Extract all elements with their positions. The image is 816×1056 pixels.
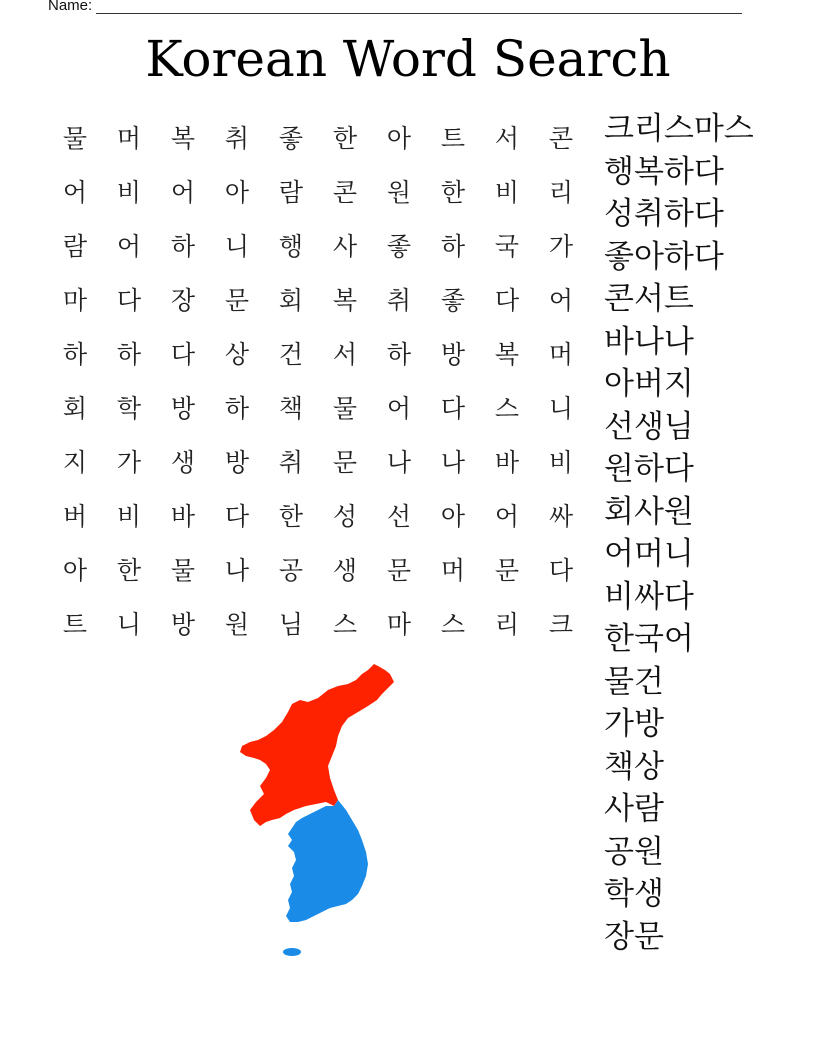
grid-cell[interactable]: 어	[548, 286, 574, 315]
word-list-item: 비싸다	[604, 578, 694, 615]
grid-cell[interactable]: 바	[494, 448, 520, 477]
grid-cell[interactable]: 하	[116, 340, 142, 369]
grid-cell[interactable]: 스	[332, 610, 358, 639]
jeju-island-shape	[283, 948, 301, 956]
page-title: Korean Word Search	[145, 30, 671, 88]
grid-cell[interactable]: 공	[278, 556, 304, 585]
word-list-item: 장문	[604, 918, 664, 955]
grid-cell[interactable]: 머	[548, 340, 574, 369]
grid-cell[interactable]: 아	[386, 124, 412, 153]
grid-row	[48, 434, 588, 488]
grid-row	[48, 272, 588, 326]
grid-row	[48, 164, 588, 218]
grid-cell[interactable]: 상	[224, 340, 250, 369]
grid-cell[interactable]: 방	[224, 448, 250, 477]
grid-cell[interactable]: 나	[386, 448, 412, 477]
grid-cell[interactable]: 좋	[278, 124, 304, 153]
grid-cell[interactable]: 어	[116, 232, 142, 261]
grid-cell[interactable]: 콘	[332, 178, 358, 207]
grid-cell[interactable]: 다	[494, 286, 520, 315]
word-list-item: 행복하다	[604, 153, 724, 190]
word-list-item: 회사원	[604, 493, 694, 530]
word-list-item: 콘서트	[604, 281, 694, 317]
word-list-item: 학생	[604, 876, 664, 912]
letter-grid	[48, 110, 588, 650]
grid-row	[48, 110, 588, 164]
grid-cell[interactable]: 비	[548, 448, 574, 477]
grid-cell[interactable]: 버	[62, 502, 88, 531]
grid-cell[interactable]: 취	[386, 286, 412, 315]
grid-cell[interactable]: 아	[440, 502, 466, 531]
grid-cell[interactable]: 다	[548, 556, 574, 585]
grid-cell[interactable]: 다	[224, 502, 250, 531]
grid-cell[interactable]: 한	[332, 124, 358, 153]
word-list-item: 선생님	[604, 408, 694, 445]
grid-cell[interactable]: 니	[116, 610, 142, 639]
grid-cell[interactable]: 문	[224, 286, 250, 315]
grid-cell[interactable]: 스	[494, 394, 520, 423]
name-blank[interactable]	[96, 0, 742, 14]
grid-cell[interactable]: 서	[494, 124, 520, 153]
grid-cell[interactable]: 리	[548, 178, 574, 207]
grid-cell[interactable]: 한	[116, 556, 142, 585]
grid-cell[interactable]: 취	[224, 124, 250, 153]
name-label: Name:	[48, 0, 93, 14]
grid-cell[interactable]: 어	[170, 178, 196, 207]
grid-cell[interactable]: 비	[116, 502, 142, 531]
grid-row	[48, 542, 588, 596]
grid-cell[interactable]: 가	[116, 448, 142, 477]
grid-cell[interactable]: 지	[62, 448, 88, 477]
grid-cell[interactable]: 방	[170, 394, 196, 423]
grid-cell[interactable]: 바	[170, 502, 196, 531]
grid-cell[interactable]: 스	[440, 610, 466, 639]
grid-cell[interactable]: 장	[170, 286, 196, 315]
grid-cell[interactable]: 나	[440, 448, 466, 477]
word-list-item: 공원	[604, 833, 664, 870]
grid-row	[48, 380, 588, 434]
grid-cell[interactable]: 하	[386, 340, 412, 369]
grid-cell[interactable]: 어	[62, 178, 88, 207]
word-list	[604, 108, 754, 958]
grid-cell[interactable]: 람	[278, 178, 304, 207]
grid-cell[interactable]: 원	[386, 178, 412, 207]
word-list-item: 사람	[604, 791, 664, 827]
grid-cell[interactable]: 다	[440, 394, 466, 423]
grid-cell[interactable]: 물	[170, 556, 196, 585]
grid-cell[interactable]: 어	[386, 394, 412, 423]
grid-cell[interactable]: 트	[440, 124, 466, 153]
word-list-item: 가방	[604, 706, 664, 742]
grid-row	[48, 218, 588, 272]
grid-cell[interactable]: 생	[332, 556, 358, 585]
grid-cell[interactable]: 방	[440, 340, 466, 369]
word-list-item: 한국어	[604, 621, 694, 657]
grid-cell[interactable]: 복	[332, 286, 358, 315]
grid-cell[interactable]: 하	[440, 232, 466, 261]
word-list-item: 물건	[604, 663, 664, 700]
name-line	[48, 0, 748, 14]
grid-cell[interactable]: 가	[548, 232, 574, 261]
grid-row	[48, 488, 588, 542]
grid-cell[interactable]: 다	[170, 340, 196, 369]
grid-cell[interactable]: 마	[386, 610, 412, 639]
word-list-item: 좋아하다	[604, 238, 724, 275]
grid-row	[48, 326, 588, 380]
grid-cell[interactable]: 생	[170, 448, 196, 477]
grid-cell[interactable]: 책	[278, 394, 304, 423]
grid-cell[interactable]: 원	[224, 610, 250, 639]
grid-cell[interactable]: 싸	[548, 502, 574, 531]
word-list-item: 어머니	[604, 536, 694, 572]
grid-cell[interactable]: 하	[170, 232, 196, 261]
grid-cell[interactable]: 하	[224, 394, 250, 423]
grid-cell[interactable]: 취	[278, 448, 304, 477]
grid-cell[interactable]: 님	[278, 610, 304, 639]
grid-cell[interactable]: 한	[278, 502, 304, 531]
grid-cell[interactable]: 회	[62, 394, 88, 423]
grid-cell[interactable]: 물	[62, 124, 88, 153]
grid-cell[interactable]: 마	[62, 286, 88, 315]
grid-cell[interactable]: 어	[494, 502, 520, 531]
grid-cell[interactable]: 행	[278, 232, 304, 261]
grid-cell[interactable]: 복	[170, 124, 196, 153]
grid-cell[interactable]: 문	[494, 556, 520, 585]
grid-cell[interactable]: 아	[62, 556, 88, 585]
grid-cell[interactable]: 회	[278, 286, 304, 315]
grid-cell[interactable]: 람	[62, 232, 88, 261]
grid-cell[interactable]: 다	[116, 286, 142, 315]
grid-cell[interactable]: 머	[116, 124, 142, 153]
grid-cell[interactable]: 트	[62, 610, 88, 639]
grid-cell[interactable]: 좋	[440, 286, 466, 315]
grid-cell[interactable]: 나	[224, 556, 250, 585]
word-list-item: 책상	[604, 748, 664, 785]
grid-cell[interactable]: 사	[332, 232, 358, 261]
grid-cell[interactable]: 건	[278, 340, 304, 369]
grid-cell[interactable]: 학	[116, 394, 142, 423]
grid-cell[interactable]: 머	[440, 556, 466, 585]
grid-cell[interactable]: 성	[332, 502, 358, 531]
grid-cell[interactable]: 방	[170, 610, 196, 639]
grid-cell[interactable]: 니	[224, 232, 250, 261]
grid-cell[interactable]: 선	[386, 502, 412, 531]
grid-cell[interactable]: 국	[494, 232, 520, 261]
grid-cell[interactable]: 크	[548, 610, 574, 639]
grid-cell[interactable]: 한	[440, 178, 466, 207]
grid-cell[interactable]: 문	[332, 448, 358, 477]
word-list-item: 성취하다	[604, 196, 724, 232]
grid-cell[interactable]: 하	[62, 340, 88, 369]
word-list-item: 아버지	[604, 366, 694, 402]
word-list-item: 원하다	[604, 451, 694, 487]
grid-cell[interactable]: 비	[494, 178, 520, 207]
grid-cell[interactable]: 물	[332, 394, 358, 423]
word-list-item: 크리스마스	[604, 111, 754, 147]
grid-cell[interactable]: 문	[386, 556, 412, 585]
grid-cell[interactable]: 서	[332, 340, 358, 369]
grid-cell[interactable]: 비	[116, 178, 142, 207]
korea-map	[230, 660, 410, 960]
word-list-item: 바나나	[604, 323, 694, 360]
grid-cell[interactable]: 콘	[548, 124, 574, 153]
grid-cell[interactable]: 복	[494, 340, 520, 369]
grid-row	[48, 596, 588, 650]
grid-cell[interactable]: 리	[494, 610, 520, 639]
south-korea-shape	[286, 800, 368, 922]
grid-cell[interactable]: 좋	[386, 232, 412, 261]
grid-cell[interactable]: 니	[548, 394, 574, 423]
north-korea-shape	[240, 664, 394, 826]
grid-cell[interactable]: 아	[224, 178, 250, 207]
